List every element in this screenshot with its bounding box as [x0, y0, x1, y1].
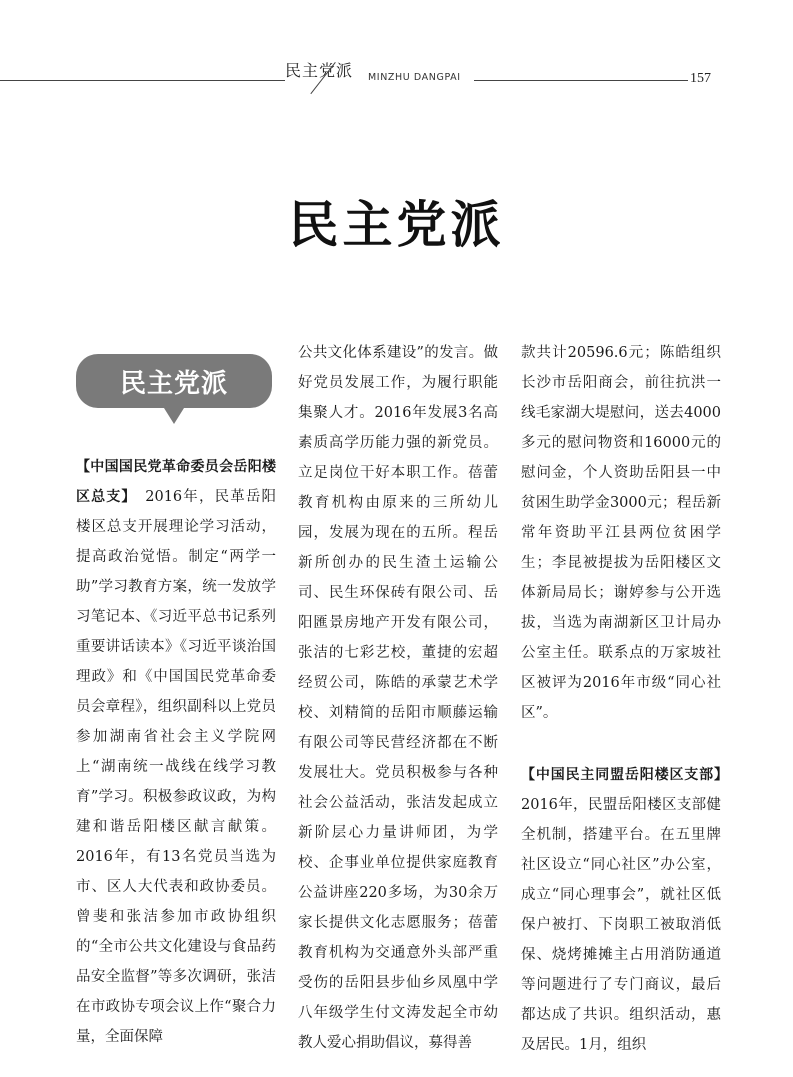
entry-heading: 【中国国民党革命委员会岳阳楼区总支】 [76, 459, 276, 505]
header-rule-left [0, 80, 285, 81]
running-header-pinyin: MINZHU DANGPAI [368, 72, 461, 83]
page-title: 民主党派 [288, 195, 505, 254]
page-number: 157 [690, 71, 711, 86]
entry-body: 2016年，民革岳阳楼区总支开展理论学习活动，提高政治觉悟。制定“两学一助”学习教育方案，统一发放学习笔记本、《习近平总书记系列重要讲话读本》《习近平谈治国理政》和《中国国民党革命委员会章程》，组织副科以上党员参加湖南省社会主义学院网上“湖南统一战线在线学习教育”学习。积极参政议政，为构建和谐岳阳楼区献言献策。2016年，有13名党员当选为市、区人大代表和政协委员。曾斐和张洁参加市政协组织的“全市公共文化建设与食品药品安全监督”等多次调研，张洁在市政协专项会议上作“聚合力量，全面保障 [76, 489, 277, 1045]
entry-minge [76, 452, 276, 1052]
entry-body: 2016年，民盟岳阳楼区支部健全机制，搭建平台。在五里牌社区设立“同心社区”办公室，成立“同心理事会”，就社区低保户被打、下岗职工被取消低保、烧烤摊摊主占用消防通道等问题进行了专门商议，最后都达成了共识。组织活动，惠及居民。1月，组织 [521, 797, 721, 1053]
header-rule-right [474, 80, 688, 81]
text-column-1 [76, 452, 276, 1052]
entry-body-continued: 公共文化体系建设”的发言。做好党员发展工作，为履行职能集聚人才。2016年发展3名高素质高学历能力强的新党员。立足岗位干好本职工作。蓓蕾教育机构由原来的三所幼儿园，发展为现在的五所。程岳新所创办的民生渣土运输公司、民生环保砖有限公司、岳阳匯景房地产开发有限公司，张洁的七彩艺校，董捷的宏超经贸公司，陈皓的承蒙艺术学校、刘精简的岳阳市顺藤运输有限公司等民营经济都在不断发展壮大。党员积极参与各种社会公益活动，张洁发起成立新阶层心力量讲师团，为学校、企事业单位提供家庭教育公益讲座220多场，为30余万家长提供文化志愿服务；蓓蕾教育机构为交通意外头部严重受伤的岳阳县步仙乡凤凰中学八年级学生付文涛发起全市幼教人爱心捐助倡议，募得善 [298, 345, 498, 1051]
section-badge-pointer [164, 408, 184, 424]
entry-heading: 【中国民主同盟岳阳楼区支部】 [521, 767, 721, 783]
section-badge: 民主党派 [76, 354, 272, 408]
text-column-3 [521, 338, 721, 1060]
entry-body-continued: 款共计20596.6元；陈皓组织长沙市岳阳商会，前往抗洪一线毛家湖大堤慰问，送去4000多元的慰问物资和16000元的慰问金，个人资助岳阳县一中贫困生助学金3000元；程岳新常年资助平江县两位贫困学生；李昆被提拔为岳阳楼区文体新局局长；谢婷参与公开选拔，当选为南湖新区卫计局办公室主任。联系点的万家坡社区被评为2016年市级“同心社区”。 [521, 345, 721, 721]
running-header-section: 民主党派 [285, 61, 354, 80]
text-column-2 [298, 338, 498, 1058]
paragraph-gap [521, 728, 721, 760]
entry-minmeng [521, 760, 721, 1060]
